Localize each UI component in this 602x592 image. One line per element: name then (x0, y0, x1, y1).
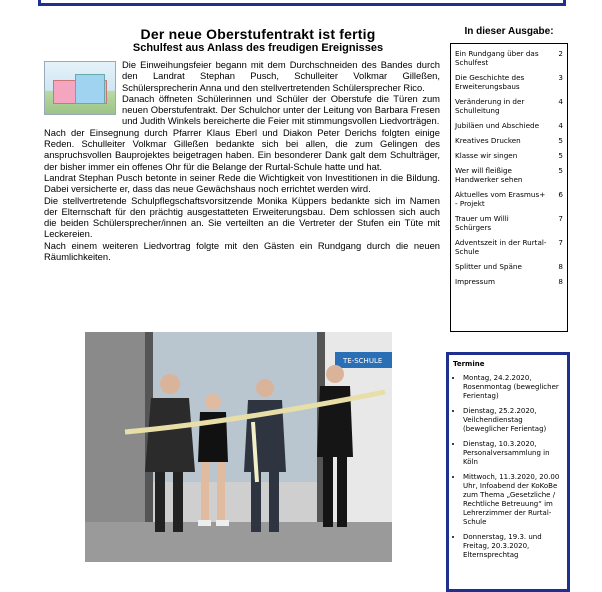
termine-item: • Montag, 24.2.2020, Rosenmontag (beweglicher Ferientag) (463, 374, 563, 401)
termine-item: • Donnerstag, 19.3. und Freitag, 20.3.2020, Elternsprechtag (463, 533, 563, 560)
toc-item: Wer will fleißige Handwerker sehen 5 (455, 166, 563, 184)
article-paragraph: Die Einweihungsfeier begann mit dem Durchschneiden des Bandes durch den Landrat Stephan Pusch, Schulleiter Volkmar Gilleßen, Schülersprecherin Anna und den stellvertretenden Schülersprecher Rico. (122, 59, 440, 93)
toc-item: Aktuelles vom Erasmus+ - Projekt 6 (455, 190, 563, 208)
termine-item: • Mittwoch, 11.3.2020, 20.00 Uhr, Infoabend der KoKoBe zum Thema „Gesetzliche / Rechtliche Betreuung“ im Lehrerzimmer der Rurtal-Schule (463, 473, 563, 527)
article-paragraph: Die stellvertretende Schulpflegschaftsvorsitzende Monika Küppers bedankte sich im Namen der Elternschaft für den prächtig ausgestatteten Erweiterungsbau. Dem schlossen sich auch die beiden Schülersprecher/innen an. Sie verteilten an die Vertreter der Stufen ein Tüte mit Leckereien. (44, 194, 440, 240)
toc-title: In dieser Ausgabe: (464, 26, 554, 37)
article-headline: Der neue Oberstufentrakt ist fertig (140, 26, 376, 42)
building-thumbnail-image (44, 61, 116, 115)
toc-item: Ein Rundgang über das Schulfest 2 (455, 49, 563, 67)
toc-item: Adventszeit in der Rurtal-Schule 7 (455, 238, 563, 256)
article-paragraph: Nach der Einsegnung durch Pfarrer Klaus Eberl und Diakon Peter Derichs folgten einige Reden. Schulleiter Volkmar Gilleßen bedankte sich bei allen, die zum Gelingen des anspruchsvollen Bauprojektes beigetragen haben. Ein besonderer Dank galt dem Schulträger, der bisher immer ein offenes Ohr für die Belange der Rurtal-Schule hatte und hat. (44, 126, 440, 172)
toc-item: Jubiläen und Abschiede 4 (455, 121, 563, 130)
sign-text: TE-SCHULE (343, 357, 383, 365)
table-of-contents (450, 43, 568, 332)
article-paragraph: Danach öffneten Schülerinnen und Schüler der Oberstufe die Türen zum neuen Oberstufentrakt. Der Schulchor unter der Leitung von Barbara Fresen und Judith Winkels bereicherte die Feier mit stimmungsvollen Liedvorträgen. (122, 92, 440, 127)
article-paragraph: Nach einem weiteren Liedvortrag folgte mit den Gästen ein Rundgang durch die neuen Räumlichkeiten. (44, 239, 440, 263)
toc-item: Die Geschichte des Erweiterungsbaus 3 (455, 73, 563, 91)
termine-title: Termine (453, 360, 485, 368)
toc-item: Impressum 8 (455, 277, 563, 286)
article-subheadline: Schulfest aus Anlass des freudigen Ereignisses (132, 42, 384, 54)
sidebar (450, 26, 568, 332)
article-paragraph: Landrat Stephan Pusch betonte in seiner Rede die Wichtigkeit von Investitionen in die Bildung. Dabei versicherte er, dass das neue Gewächshaus noch errichtet werden wird. (44, 171, 440, 195)
toc-item: Kreatives Drucken 5 (455, 136, 563, 145)
termine-box (446, 352, 570, 592)
toc-item: Klasse wir singen 5 (455, 151, 563, 160)
termine-list (453, 374, 563, 560)
toc-item: Veränderung in der Schulleitung 4 (455, 97, 563, 115)
top-frame-border (38, 0, 566, 6)
termine-item: • Dienstag, 25.2.2020, Veilchendienstag (beweglicher Ferientag) (463, 407, 563, 434)
toc-item: Splitter und Späne 8 (455, 262, 563, 271)
main-article (36, 26, 440, 262)
termine-item: • Dienstag, 10.3.2020, Personalversammlung in Köln (463, 440, 563, 467)
toc-item: Trauer um Willi Schürgers 7 (455, 214, 563, 232)
ribbon-cutting-photo (85, 332, 392, 562)
